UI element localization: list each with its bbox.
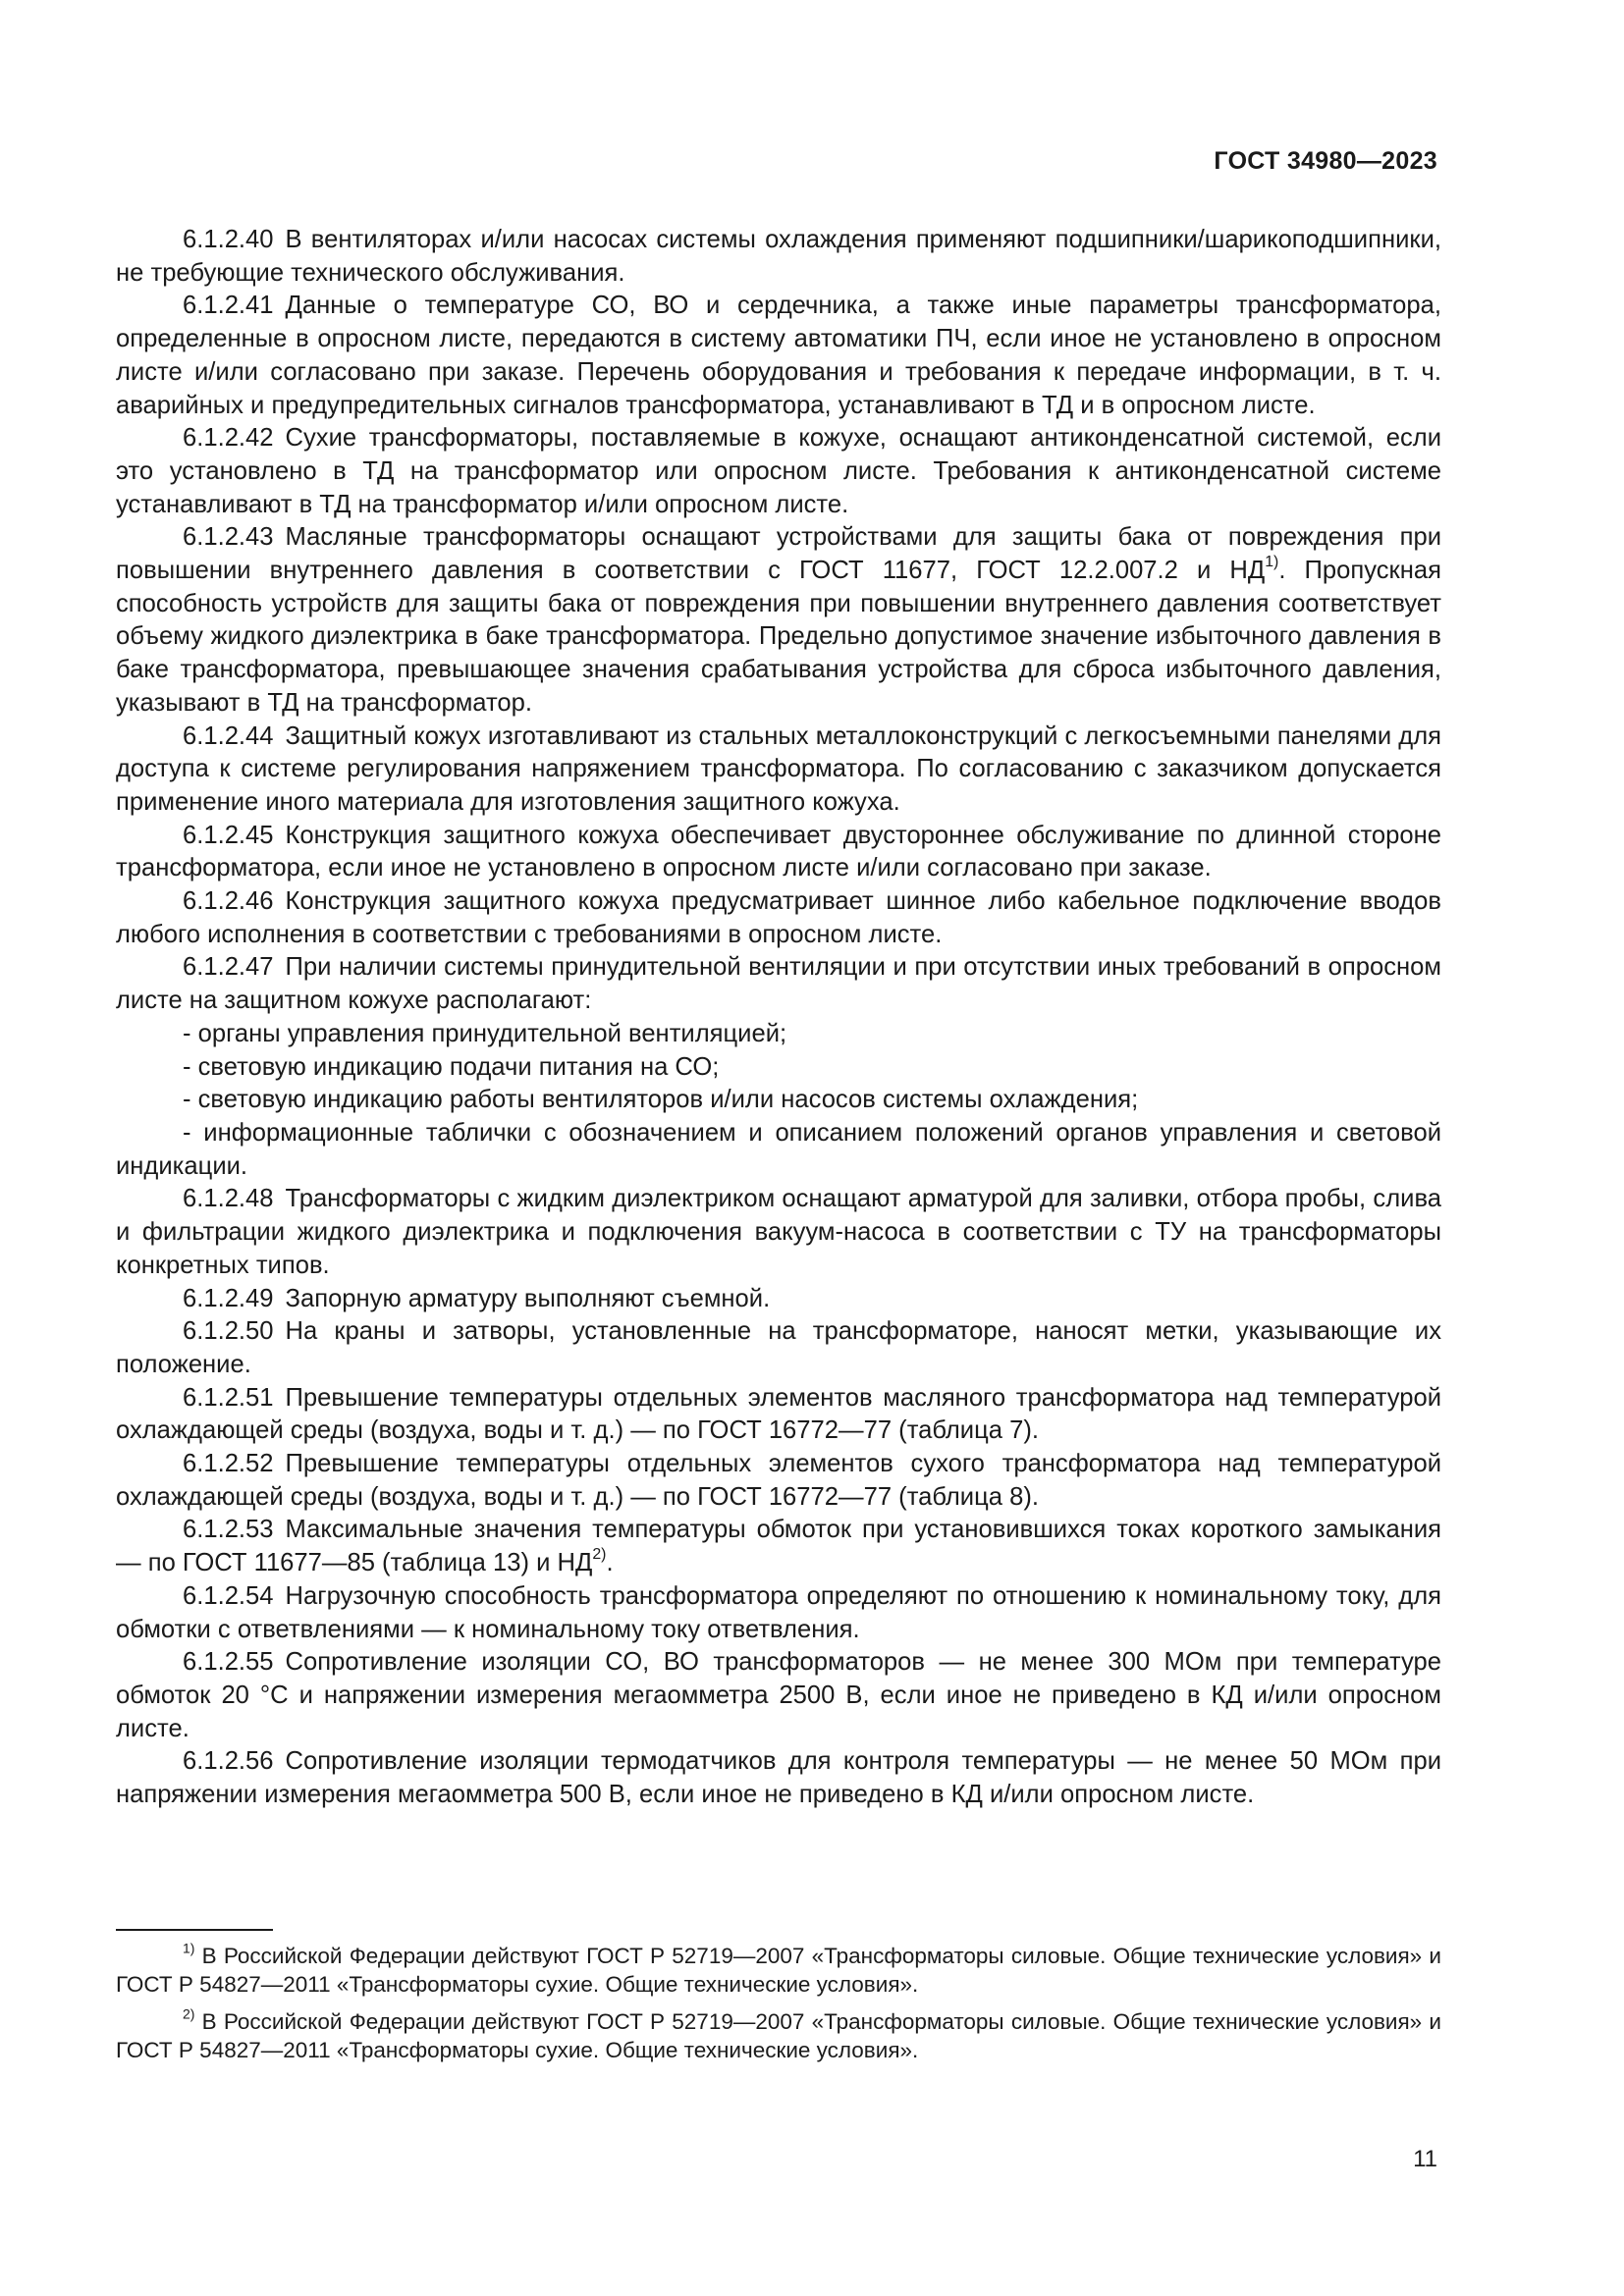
paragraph-6-1-2-46 [116, 885, 1441, 951]
footnote-text: В Российской Федерации действуют ГОСТ Р 52719—2007 «Трансформаторы силовые. Общие технические условия» и ГОСТ Р 54827—2011 «Трансформаторы сухие. Общие технические условия». [116, 2009, 1441, 2062]
paragraph-number: 6.1.2.55 [183, 1648, 274, 1677]
paragraph-6-1-2-40 [116, 224, 1441, 290]
footnote-text: В Российской Федерации действуют ГОСТ Р 52719—2007 «Трансформаторы силовые. Общие технические условия» и ГОСТ Р 54827—2011 «Трансформаторы сухие. Общие технические условия». [116, 1944, 1441, 1997]
footnote-mark: 2) [183, 2005, 195, 2022]
paragraph-number: 6.1.2.56 [183, 1747, 274, 1776]
paragraph-6-1-2-48 [116, 1183, 1441, 1282]
paragraph-6-1-2-43 [116, 521, 1441, 720]
paragraph-text: Превышение температуры отдельных элементов масляного трансформатора над температурой охлаждающей среды (воздуха, воды и т. д.) — по ГОСТ 16772—77 (таблица 7). [116, 1383, 1441, 1445]
footnote-ref-1[interactable]: 1) [1265, 554, 1279, 571]
paragraph-number: 6.1.2.53 [183, 1516, 274, 1544]
paragraph-text: На краны и затворы, установленные на трансформаторе, наносят метки, указывающие их положение. [116, 1317, 1441, 1378]
paragraph-6-1-2-54 [116, 1580, 1441, 1646]
paragraph-text: При наличии системы принудительной вентиляции и при отсутствии иных требований в опросном листе на защитном кожухе располагают: [116, 953, 1441, 1015]
paragraph-number: 6.1.2.44 [183, 721, 274, 750]
paragraph-6-1-2-45 [116, 820, 1441, 885]
paragraph-text: Максимальные значения температуры обмоток при установившихся токах короткого замыкания — по ГОСТ 11677—85 (таблица 13) и НД [116, 1516, 1441, 1577]
paragraph-number: 6.1.2.49 [183, 1284, 274, 1312]
paragraph-text-cont: . [606, 1549, 614, 1577]
paragraph-text: Конструкция защитного кожуха обеспечивает двустороннее обслуживание по длинной стороне трансформатора, если иное не установлено в опросном листе и/или согласовано при заказе. [116, 821, 1441, 882]
paragraph-text: Данные о температуре СО, ВО и сердечника, а также иные параметры трансформатора, определенные в опросном листе, передаются в систему автоматики ПЧ, если иное не установлено в опросном листе и/или согласовано при заказе. Перечень оборудования и требования к передаче информации, в т. ч. аварийных и предупредительных сигналов трансформатора, устанавливают в ТД и в опросном листе. [116, 292, 1441, 419]
list-item: - информационные таблички с обозначением и описанием положений органов управления и световой индикации. [116, 1118, 1441, 1180]
paragraph-text: Запорную арматуру выполняют съемной. [285, 1284, 771, 1312]
paragraph-6-1-2-50 [116, 1315, 1441, 1381]
paragraph-text: Трансформаторы с жидким диэлектриком оснащают арматурой для заливки, отбора пробы, слива и фильтрации жидкого диэлектрика и подключения вакуум-насоса в соответствии с ТУ на трансформаторы конкретных типов. [116, 1185, 1441, 1279]
paragraph-6-1-2-47 [116, 951, 1441, 1017]
page-number: 11 [1413, 2146, 1437, 2172]
paragraph-number: 6.1.2.52 [183, 1450, 274, 1478]
footnote-mark: 1) [183, 1940, 195, 1956]
paragraph-6-1-2-51 [116, 1382, 1441, 1448]
paragraph-6-1-2-42 [116, 422, 1441, 521]
paragraph-6-1-2-49 [116, 1283, 1441, 1316]
paragraph-6-1-2-52 [116, 1448, 1441, 1514]
paragraph-number: 6.1.2.50 [183, 1317, 274, 1346]
paragraph-number: 6.1.2.46 [183, 887, 274, 916]
paragraph-number: 6.1.2.48 [183, 1185, 274, 1213]
paragraph-number: 6.1.2.47 [183, 953, 274, 982]
list-item: - световую индикацию подачи питания на СО; [183, 1052, 720, 1081]
paragraph-text: Нагрузочную способность трансформатора определяют по отношению к номинальному току, для обмотки с ответвлениями — к номинальному току ответвления. [116, 1581, 1441, 1643]
paragraph-6-1-2-56 [116, 1745, 1441, 1811]
paragraph-text: Конструкция защитного кожуха предусматривает шинное либо кабельное подключение вводов любого исполнения в соответствии с требованиями в опросном листе. [116, 887, 1441, 948]
paragraph-6-1-2-53 [116, 1514, 1441, 1579]
paragraph-6-1-2-55 [116, 1646, 1441, 1745]
paragraph-number: 6.1.2.51 [183, 1383, 274, 1412]
paragraph-text: Сопротивление изоляции термодатчиков для контроля температуры — не менее 50 МОм при напряжении измерения мегаомметра 500 В, если иное не приведено в КД и/или опросном листе. [116, 1747, 1441, 1809]
document-body [116, 224, 1441, 1812]
paragraph-text: Масляные трансформаторы оснащают устройствами для защиты бака от повреждения при повышении внутреннего давления в соответствии с ГОСТ 11677, ГОСТ 12.2.007.2 и НД [116, 523, 1441, 585]
document-header: ГОСТ 34980—2023 [1214, 147, 1437, 175]
footnote-2 [116, 2007, 1441, 2064]
paragraph-number: 6.1.2.54 [183, 1581, 274, 1610]
footnote-divider [116, 1929, 273, 1931]
footnote-1 [116, 1942, 1441, 1999]
paragraph-text-cont: . Пропускная способность устройств для защиты бака от повреждения при повышении внутреннего давления соответствует объему жидкого диэлектрика в баке трансформатора. Предельно допустимое значение избыточного давления в баке трансформатора, превышающее значения срабатывания устройства для сброса избыточного давления, указывают в ТД на трансформатор. [116, 557, 1441, 717]
paragraph-number: 6.1.2.41 [183, 292, 274, 320]
list-item: - органы управления принудительной вентиляцией; [183, 1019, 787, 1047]
paragraph-text: В вентиляторах и/или насосах системы охлаждения применяют подшипники/шарикоподшипники, не требующие технического обслуживания. [116, 226, 1441, 287]
paragraph-number: 6.1.2.40 [183, 226, 274, 253]
paragraph-text: Сопротивление изоляции СО, ВО трансформаторов — не менее 300 МОм при температуре обмоток 20 °C и напряжении измерения мегаомметра 2500 В, если иное не приведено в КД и/или опросном листе. [116, 1648, 1441, 1742]
paragraph-6-1-2-41 [116, 290, 1441, 422]
footnote-ref-2[interactable]: 2) [592, 1546, 607, 1564]
paragraph-text: Превышение температуры отдельных элементов сухого трансформатора над температурой охлаждающей среды (воздуха, воды и т. д.) — по ГОСТ 16772—77 (таблица 8). [116, 1450, 1441, 1511]
paragraph-6-1-2-44 [116, 721, 1441, 820]
footnotes [116, 1942, 1441, 2073]
paragraph-number: 6.1.2.42 [183, 424, 274, 453]
list-item: - световую индикацию работы вентиляторов и/или насосов системы охлаждения; [183, 1086, 1139, 1114]
paragraph-text: Сухие трансформаторы, поставляемые в кожухе, оснащают антиконденсатной системой, если это установлено в ТД на трансформатор или опросном листе. Требования к антиконденсатной системе устанавливают в ТД на трансформатор и/или опросном листе. [116, 424, 1441, 518]
paragraph-text: Защитный кожух изготавливают из стальных металлоконструкций с легкосъемными панелями для доступа к системе регулирования напряжением трансформатора. По согласованию с заказчиком допускается применение иного материала для изготовления защитного кожуха. [116, 721, 1441, 816]
paragraph-number: 6.1.2.45 [183, 821, 274, 849]
paragraph-number: 6.1.2.43 [183, 523, 274, 552]
